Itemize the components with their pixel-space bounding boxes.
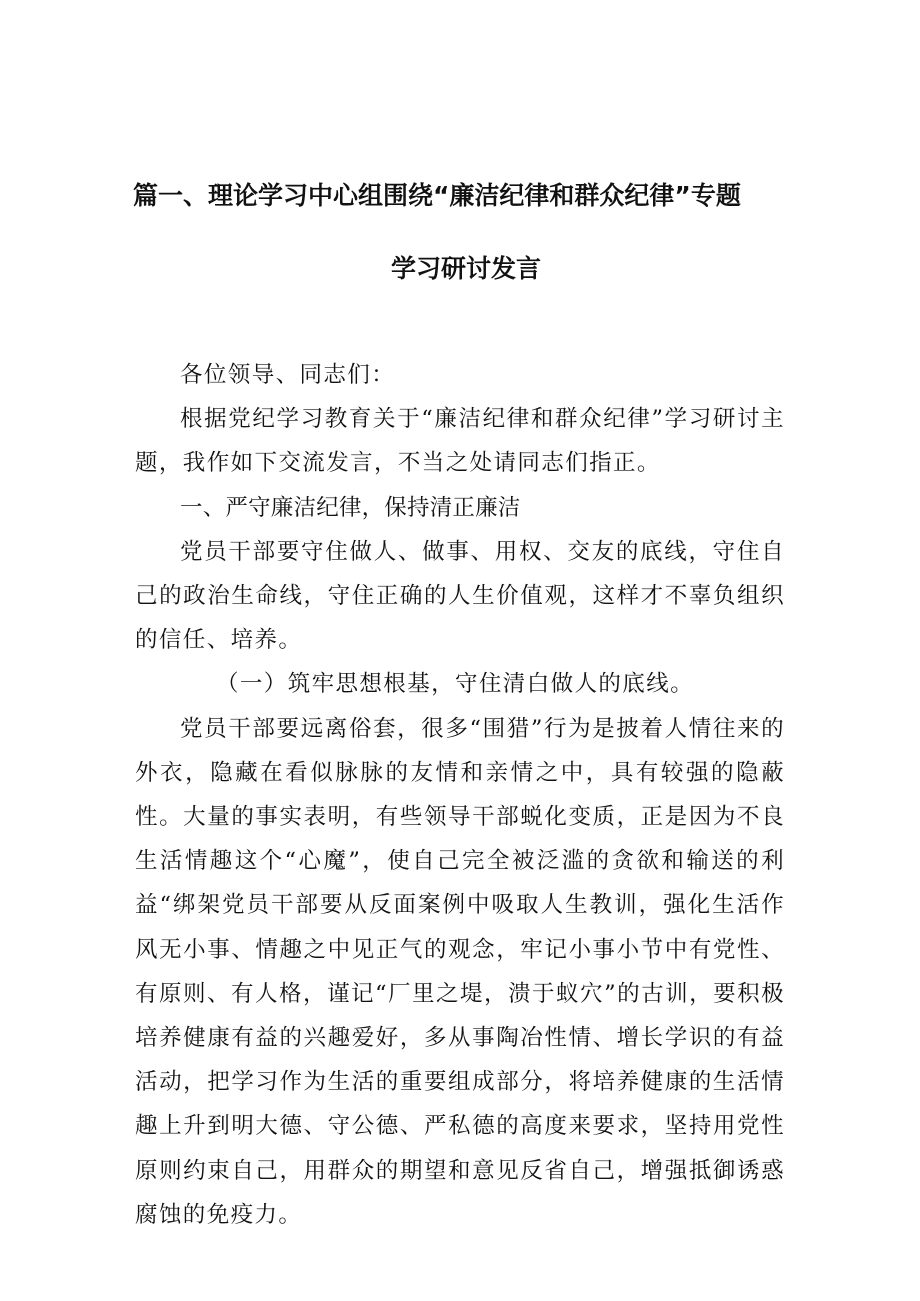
document-title-line-2: 学习研讨发言 bbox=[391, 254, 542, 283]
document-title-line-1: 篇一、理论学习中心组围绕“廉洁纪律和群众纪律”专题 bbox=[133, 181, 741, 210]
document-body bbox=[135, 353, 785, 1237]
section-1-paragraph: 党员干部要守住做人、做事、用权、交友的底线，守住自己的政治生命线，守住正确的人生价值观，这样才不辜负组织的信任、培养。 bbox=[135, 538, 785, 654]
subsection-heading-1: （一）筑牢思想根基，守住清白做人的底线。 bbox=[216, 671, 695, 698]
subsection-1-paragraph: 党员干部要远离俗套，很多“围猎”行为是披着人情往来的外衣，隐藏在看似脉脉的友情和亲情之中，具有较强的隐蔽性。大量的事实表明，有些领导干部蜕化变质，正是因为不良生活情趣这个“心魔”，使自己完全被泛滥的贪欲和输送的利益“绑架党员干部要从反面案例中吸取人生教训，强化生活作风无小事、情趣之中见正气的观念，牢记小事小节中有党性、有原则、有人格，谨记“厂里之堤，溃于蚁穴”的古训，要积极培养健康有益的兴趣爱好，多从事陶冶性情、增长学识的有益活动，把学习作为生活的重要组成部分，将培养健康的生活情趣上升到明大德、守公德、严私德的高度来要求，坚持用党性原则约束自己，用群众的期望和意见反省自己，增强抵御诱惑腐蚀的免疫力。 bbox=[135, 715, 785, 1228]
section-heading-1: 一、严守廉洁纪律，保持清正廉洁 bbox=[180, 494, 521, 521]
intro-paragraph: 根据党纪学习教育关于“廉洁纪律和群众纪律”学习研讨主题，我作如下交流发言，不当之处请同志们指正。 bbox=[135, 406, 785, 477]
greeting: 各位领导、同志们： bbox=[180, 362, 396, 388]
